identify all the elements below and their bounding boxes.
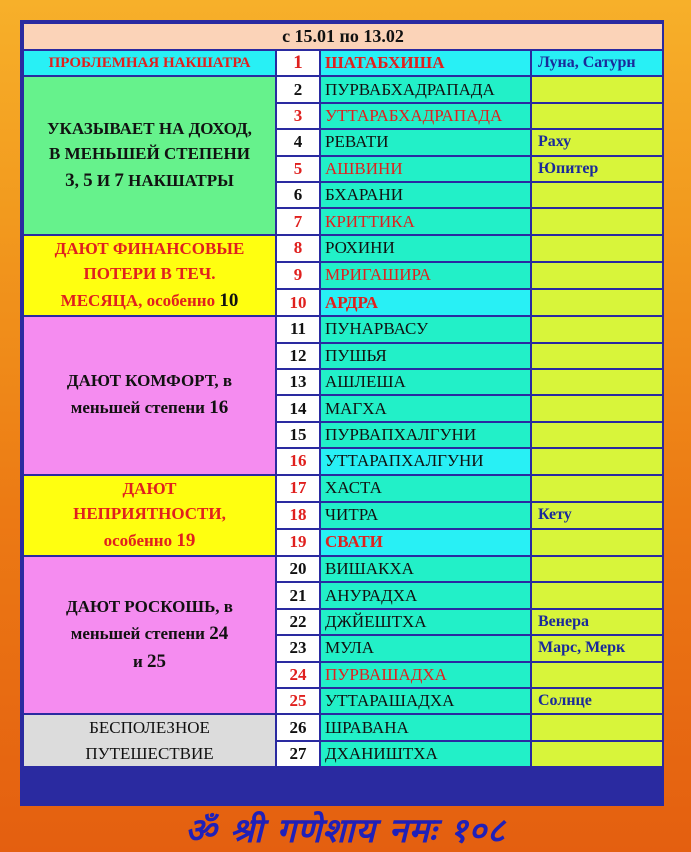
planet-cell xyxy=(531,741,663,768)
row-number: 16 xyxy=(276,448,320,474)
planet-cell xyxy=(531,422,663,448)
group-income-tail: НАКШАТРЫ xyxy=(123,170,234,190)
nakshatra-name: ПУРВАПХАЛГУНИ xyxy=(320,422,531,448)
row-number: 7 xyxy=(276,208,320,234)
table-row xyxy=(23,475,663,502)
table-row xyxy=(23,714,663,741)
group-useless-line2: ПУТЕШЕСТВИЕ xyxy=(85,743,214,763)
row-number: 20 xyxy=(276,556,320,582)
nakshatra-name: БХАРАНИ xyxy=(320,182,531,208)
row-number: 2 xyxy=(276,76,320,102)
table-row xyxy=(23,76,663,102)
planet-cell: Солнце xyxy=(531,688,663,714)
group-losses-num: 10 xyxy=(219,289,239,311)
table-row xyxy=(23,556,663,582)
planet-cell: Венера xyxy=(531,609,663,635)
nakshatra-name: ХАСТА xyxy=(320,475,531,502)
nakshatra-name: ПУШЬЯ xyxy=(320,343,531,369)
group-income-num-5: 5 xyxy=(83,169,93,191)
nakshatra-name: ШАТАБХИША xyxy=(320,50,531,76)
group-losses-label xyxy=(23,235,276,317)
row-number: 19 xyxy=(276,529,320,556)
group-luxury-line3: и xyxy=(132,652,148,671)
nakshatra-name: РОХИНИ xyxy=(320,235,531,262)
planet-cell xyxy=(531,208,663,234)
nakshatra-name: ВИШАКХА xyxy=(320,556,531,582)
planet-cell xyxy=(531,395,663,421)
nakshatra-name: УТТАРАПХАЛГУНИ xyxy=(320,448,531,474)
group-unpleasant-line3: особенно xyxy=(103,530,177,550)
planet-cell xyxy=(531,262,663,289)
nakshatra-name: МРИГАШИРА xyxy=(320,262,531,289)
nakshatra-name: АНУРАДХА xyxy=(320,582,531,608)
group-useless-label xyxy=(23,714,276,767)
row-number: 4 xyxy=(276,129,320,155)
row-number: 1 xyxy=(276,50,320,76)
row-number: 23 xyxy=(276,635,320,661)
group-income-label xyxy=(23,76,276,234)
planet-cell xyxy=(531,369,663,395)
table-row xyxy=(23,50,663,76)
row-number: 9 xyxy=(276,262,320,289)
planet-cell xyxy=(531,103,663,129)
planet-cell: Раху xyxy=(531,129,663,155)
group-unpleasant-num: 19 xyxy=(176,529,196,551)
nakshatra-name: МАГХА xyxy=(320,395,531,421)
group-losses-line1: ДАЮТ ФИНАНСОВЫЕ xyxy=(54,238,245,258)
nakshatra-name: СВАТИ xyxy=(320,529,531,556)
nakshatra-name: УТТАРАБХАДРАПАДА xyxy=(320,103,531,129)
planet-cell xyxy=(531,235,663,262)
planet-cell xyxy=(531,582,663,608)
nakshatra-name: АШЛЕША xyxy=(320,369,531,395)
planet-cell: Марс, Мерк xyxy=(531,635,663,661)
group-unpleasant-line1: ДАЮТ xyxy=(122,478,177,498)
nakshatra-name: МУЛА xyxy=(320,635,531,661)
row-number: 15 xyxy=(276,422,320,448)
nakshatra-name: КРИТТИКА xyxy=(320,208,531,234)
group-comfort-line2: меньшей степени xyxy=(70,397,210,417)
row-number: 3 xyxy=(276,103,320,129)
row-number: 11 xyxy=(276,316,320,342)
group-problem-label: ПРОБЛЕМНАЯ НАКШАТРА xyxy=(23,50,276,76)
row-number: 21 xyxy=(276,582,320,608)
row-number: 22 xyxy=(276,609,320,635)
planet-cell xyxy=(531,475,663,502)
planet-cell xyxy=(531,76,663,102)
nakshatra-name: ПУНАРВАСУ xyxy=(320,316,531,342)
nakshatra-name: УТТАРАШАДХА xyxy=(320,688,531,714)
row-number: 8 xyxy=(276,235,320,262)
nakshatra-table xyxy=(22,22,664,768)
row-number: 25 xyxy=(276,688,320,714)
table-row xyxy=(23,316,663,342)
row-number: 13 xyxy=(276,369,320,395)
planet-cell xyxy=(531,289,663,316)
nakshatra-name: ЧИТРА xyxy=(320,502,531,529)
row-number: 27 xyxy=(276,741,320,768)
row-number: 12 xyxy=(276,343,320,369)
nakshatra-name: РЕВАТИ xyxy=(320,129,531,155)
row-number: 5 xyxy=(276,156,320,182)
planet-cell xyxy=(531,448,663,474)
group-income-num-7: 7 xyxy=(114,169,124,191)
group-unpleasant-label xyxy=(23,475,276,557)
period-title: с 15.01 по 13.02 xyxy=(23,23,663,50)
planet-cell: Кету xyxy=(531,502,663,529)
group-income-num-3: 3 xyxy=(65,169,75,191)
planet-cell xyxy=(531,182,663,208)
group-losses-line3: МЕСЯЦА, особенно xyxy=(60,290,220,310)
planet-cell xyxy=(531,529,663,556)
group-luxury-label xyxy=(23,556,276,714)
planet-cell xyxy=(531,316,663,342)
nakshatra-name: ДЖЙЕШТХА xyxy=(320,609,531,635)
row-number: 10 xyxy=(276,289,320,316)
planet-cell: Луна, Сатурн xyxy=(531,50,663,76)
group-income-line1: УКАЗЫВАЕТ НА ДОХОД, xyxy=(47,118,252,138)
row-number: 24 xyxy=(276,662,320,688)
row-number: 18 xyxy=(276,502,320,529)
nakshatra-name: ПУРВАБХАДРАПАДА xyxy=(320,76,531,102)
nakshatra-name: АШВИНИ xyxy=(320,156,531,182)
planet-cell xyxy=(531,343,663,369)
row-number: 26 xyxy=(276,714,320,741)
planet-cell xyxy=(531,556,663,582)
group-income-sep: , xyxy=(74,170,84,190)
group-useless-line1: БЕСПОЛЕЗНОЕ xyxy=(89,718,210,738)
group-unpleasant-line2: НЕПРИЯТНОСТИ, xyxy=(73,504,226,524)
row-number: 17 xyxy=(276,475,320,502)
group-luxury-num-24: 24 xyxy=(209,622,229,644)
nakshatra-table-frame xyxy=(20,20,664,806)
nakshatra-name: ШРАВАНА xyxy=(320,714,531,741)
row-number: 14 xyxy=(276,395,320,421)
group-comfort-label xyxy=(23,316,276,474)
planet-cell xyxy=(531,714,663,741)
nakshatra-name: АРДРА xyxy=(320,289,531,316)
planet-cell: Юпитер xyxy=(531,156,663,182)
group-comfort-num: 16 xyxy=(209,396,229,418)
group-income-and: И xyxy=(92,170,115,190)
group-losses-line2: ПОТЕРИ В ТЕЧ. xyxy=(83,264,216,284)
table-header-row xyxy=(23,23,663,50)
nakshatra-name: ПУРВАШАДХА xyxy=(320,662,531,688)
ganesha-mantra: ॐ श्री गणेशाय नमः १०८ xyxy=(185,811,506,851)
group-comfort-line1: ДАЮТ КОМФОРТ, в xyxy=(66,371,233,391)
group-luxury-line1: ДАЮТ РОСКОШЬ, в xyxy=(66,597,233,616)
group-luxury-line2: меньшей степени xyxy=(70,623,210,643)
group-income-line2: В МЕНЬШЕЙ СТЕПЕНИ xyxy=(49,144,250,164)
planet-cell xyxy=(531,662,663,688)
table-row xyxy=(23,235,663,262)
row-number: 6 xyxy=(276,182,320,208)
group-luxury-num-25: 25 xyxy=(147,651,167,672)
nakshatra-name: ДХАНИШТХА xyxy=(320,741,531,768)
